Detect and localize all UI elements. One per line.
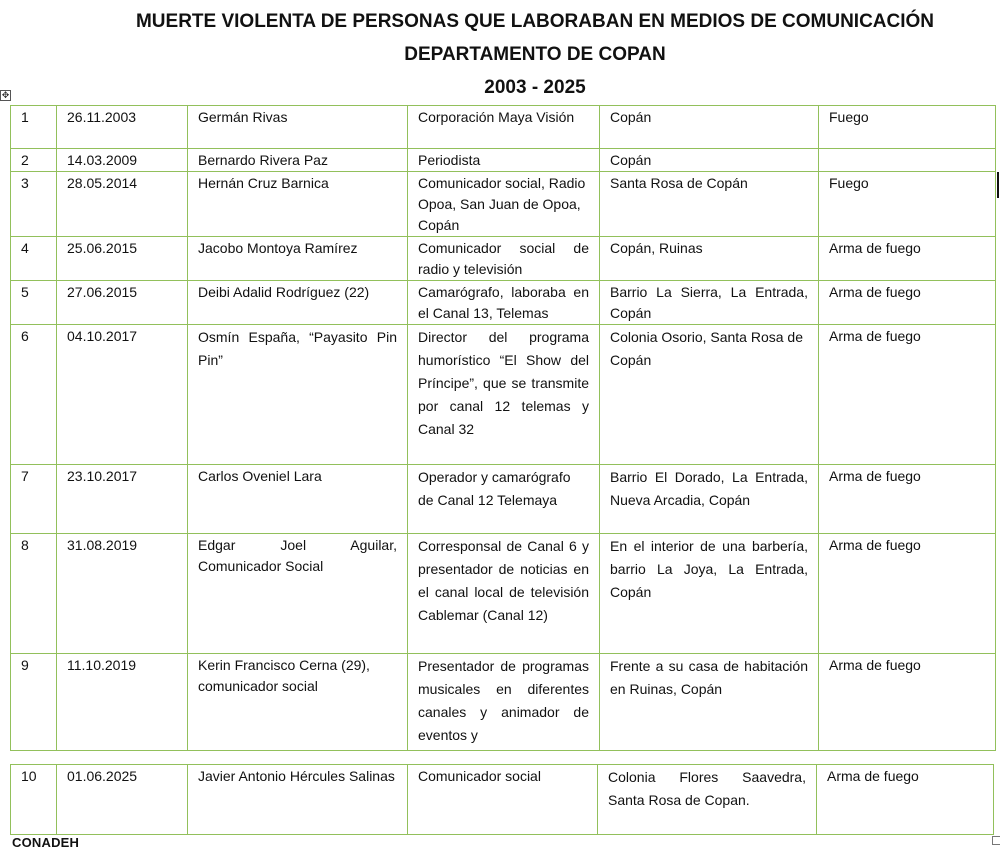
row-weapon: Arma de fuego	[819, 281, 996, 325]
table-resize-handle-icon[interactable]	[992, 836, 1000, 845]
row-number: 6	[11, 325, 57, 465]
row-date: 26.11.2003	[57, 106, 188, 149]
row-date: 01.06.2025	[57, 765, 188, 835]
row-occupation: Corresponsal de Canal 6 y presentador de noticias en el canal local de televisión Cablemar (Canal 12)	[408, 534, 600, 654]
row-weapon	[819, 149, 996, 172]
row-number: 9	[11, 654, 57, 751]
row-name: Kerin Francisco Cerna (29), comunicador social	[188, 654, 408, 751]
row-date: 28.05.2014	[57, 172, 188, 237]
row-name: Javier Antonio Hércules Salinas	[188, 765, 408, 835]
row-place: Barrio El Dorado, La Entrada, Nueva Arcadia, Copán	[600, 465, 819, 534]
row-place: Colonia Osorio, Santa Rosa de Copán	[600, 325, 819, 465]
row-place: Santa Rosa de Copán	[600, 172, 819, 237]
row-name: Hernán Cruz Barnica	[188, 172, 408, 237]
row-number: 8	[11, 534, 57, 654]
victims-table	[10, 105, 996, 751]
row-date: 27.06.2015	[57, 281, 188, 325]
document-subtitle-department: DEPARTAMENTO DE COPAN	[404, 44, 666, 65]
row-weapon: Arma de fuego	[819, 237, 996, 281]
row-occupation: Director del programa humorístico “El Show del Príncipe”, que se transmite por canal 12 telemas y Canal 32	[408, 325, 600, 465]
row-occupation: Comunicador social, Radio Opoa, San Juan de Opoa, Copán	[408, 172, 600, 237]
text-cursor-mark	[997, 172, 999, 198]
row-name: Osmín España, “Payasito Pin Pin”	[188, 325, 408, 465]
row-occupation: Camarógrafo, laboraba en el Canal 13, Telemas	[408, 281, 600, 325]
row-occupation: Periodista	[408, 149, 600, 172]
row-number: 10	[11, 765, 57, 835]
table-row	[11, 172, 996, 237]
document-title: MUERTE VIOLENTA DE PERSONAS QUE LABORABAN EN MEDIOS DE COMUNICACIÓN	[135, 11, 935, 32]
row-date: 04.10.2017	[57, 325, 188, 465]
row-place: En el interior de una barbería, barrio La Joya, La Entrada, Copán	[600, 534, 819, 654]
row-date: 25.06.2015	[57, 237, 188, 281]
row-place: Frente a su casa de habitación en Ruinas, Copán	[600, 654, 819, 751]
row-occupation: Operador y camarógrafo de Canal 12 Telemaya	[408, 465, 600, 534]
row-name: Germán Rivas	[188, 106, 408, 149]
row-date: 23.10.2017	[57, 465, 188, 534]
table-row	[11, 534, 996, 654]
row-name: Bernardo Rivera Paz	[188, 149, 408, 172]
document-subtitle-years: 2003 - 2025	[484, 77, 586, 98]
row-weapon: Arma de fuego	[817, 765, 994, 835]
row-weapon: Arma de fuego	[819, 534, 996, 654]
row-number: 7	[11, 465, 57, 534]
row-number: 1	[11, 106, 57, 149]
row-place: Copán	[600, 149, 819, 172]
row-number: 5	[11, 281, 57, 325]
footer-source: CONADEH	[12, 835, 80, 850]
row-occupation: Comunicador social	[408, 765, 598, 835]
row-place: Barrio La Sierra, La Entrada, Copán	[600, 281, 819, 325]
table-row	[11, 465, 996, 534]
row-number: 3	[11, 172, 57, 237]
victims-table-continued	[10, 764, 994, 835]
row-name: Edgar Joel Aguilar, Comunicador Social	[188, 534, 408, 654]
row-place: Copán	[600, 106, 819, 149]
row-weapon: Arma de fuego	[819, 325, 996, 465]
row-date: 31.08.2019	[57, 534, 188, 654]
row-name: Jacobo Montoya Ramírez	[188, 237, 408, 281]
row-weapon: Arma de fuego	[819, 654, 996, 751]
row-occupation: Comunicador social de radio y televisión	[408, 237, 600, 281]
row-occupation: Presentador de programas musicales en diferentes canales y animador de eventos y	[408, 654, 600, 751]
row-place: Colonia Flores Saavedra, Santa Rosa de Copan.	[598, 765, 817, 835]
table-row	[11, 654, 996, 751]
row-number: 4	[11, 237, 57, 281]
row-name: Deibi Adalid Rodríguez (22)	[188, 281, 408, 325]
row-weapon: Arma de fuego	[819, 465, 996, 534]
row-number: 2	[11, 149, 57, 172]
table-row	[11, 325, 996, 465]
table-row	[11, 106, 996, 149]
row-occupation: Corporación Maya Visión	[408, 106, 600, 149]
row-date: 14.03.2009	[57, 149, 188, 172]
row-date: 11.10.2019	[57, 654, 188, 751]
table-move-handle-icon[interactable]: ✥	[1, 90, 10, 100]
table-row	[11, 237, 996, 281]
row-name: Carlos Oveniel Lara	[188, 465, 408, 534]
row-place: Copán, Ruinas	[600, 237, 819, 281]
row-weapon: Fuego	[819, 106, 996, 149]
table-row	[11, 765, 994, 835]
table-row	[11, 149, 996, 172]
table-row	[11, 281, 996, 325]
row-weapon: Fuego	[819, 172, 996, 237]
